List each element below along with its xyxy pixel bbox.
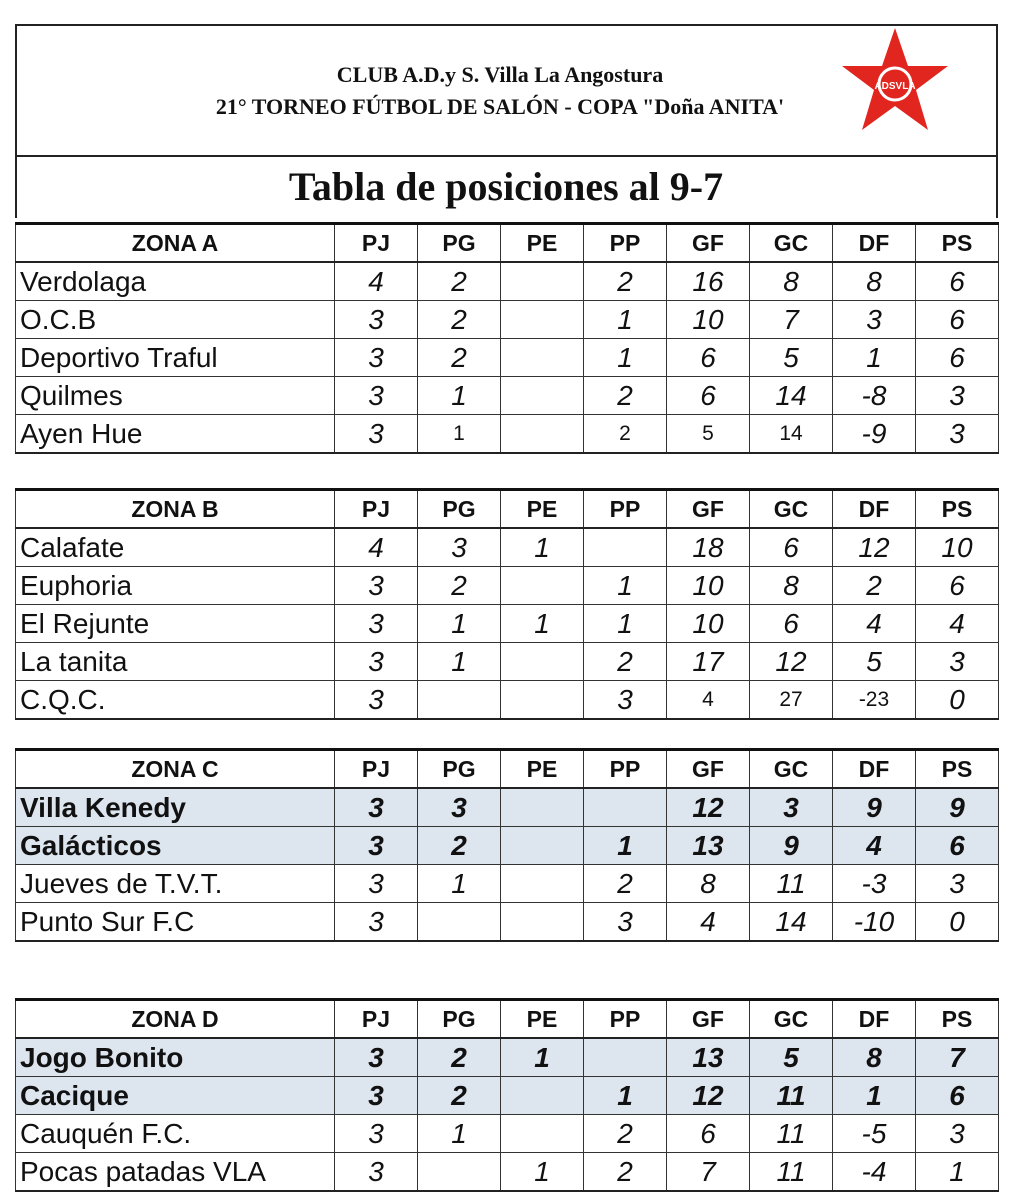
stat-pj: 3 <box>335 827 418 865</box>
stat-gf: 6 <box>667 1115 750 1153</box>
stat-pp: 2 <box>584 1153 667 1192</box>
stat-ps: 10 <box>916 528 999 567</box>
stat-ps: 6 <box>916 339 999 377</box>
column-header-pe: PE <box>501 1000 584 1039</box>
zone-c-table <box>15 748 999 942</box>
column-header-gc: GC <box>750 750 833 789</box>
column-header-ps: PS <box>916 224 999 263</box>
stat-gf: 13 <box>667 827 750 865</box>
column-header-pj: PJ <box>335 224 418 263</box>
stat-df: 1 <box>833 339 916 377</box>
team-name: Jueves de T.V.T. <box>16 865 335 903</box>
stat-df: -10 <box>833 903 916 942</box>
stat-ps: 3 <box>916 377 999 415</box>
stat-ps: 3 <box>916 1115 999 1153</box>
stat-pp: 2 <box>584 643 667 681</box>
table-row <box>16 301 999 339</box>
stat-pj: 4 <box>335 262 418 301</box>
stat-gc: 7 <box>750 301 833 339</box>
stat-pp: 1 <box>584 827 667 865</box>
header-row <box>16 490 999 529</box>
column-header-gf: GF <box>667 750 750 789</box>
stat-pp: 3 <box>584 681 667 720</box>
stat-pg: 1 <box>418 415 501 454</box>
column-header-gc: GC <box>750 1000 833 1039</box>
stat-gf: 12 <box>667 1077 750 1115</box>
stat-pj: 3 <box>335 377 418 415</box>
table-row <box>16 377 999 415</box>
stat-ps: 3 <box>916 415 999 454</box>
table-row <box>16 865 999 903</box>
stat-gf: 5 <box>667 415 750 454</box>
stat-pp: 2 <box>584 415 667 454</box>
stat-ps: 7 <box>916 1038 999 1077</box>
stat-gf: 8 <box>667 865 750 903</box>
stat-pp: 2 <box>584 377 667 415</box>
stat-pe <box>501 681 584 720</box>
stat-pe <box>501 788 584 827</box>
team-name: Deportivo Traful <box>16 339 335 377</box>
stat-pp: 2 <box>584 865 667 903</box>
table-row <box>16 681 999 720</box>
stat-pg: 2 <box>418 827 501 865</box>
club-star-logo <box>840 26 950 132</box>
stat-gc: 6 <box>750 605 833 643</box>
stat-gc: 14 <box>750 377 833 415</box>
table-row <box>16 415 999 454</box>
stat-pe <box>501 339 584 377</box>
stat-pg: 1 <box>418 865 501 903</box>
stat-df: 9 <box>833 788 916 827</box>
team-name: Euphoria <box>16 567 335 605</box>
stat-pj: 3 <box>335 1153 418 1192</box>
stat-pg: 2 <box>418 1077 501 1115</box>
stat-pe: 1 <box>501 1038 584 1077</box>
zone-d-table <box>15 998 999 1192</box>
stat-gc: 11 <box>750 1153 833 1192</box>
column-header-pg: PG <box>418 224 501 263</box>
stat-pp: 2 <box>584 1115 667 1153</box>
stat-gc: 3 <box>750 788 833 827</box>
zone-name: ZONA B <box>16 490 335 529</box>
column-header-pe: PE <box>501 224 584 263</box>
logo-text: ADSVLA <box>874 81 916 92</box>
stat-df: -5 <box>833 1115 916 1153</box>
stat-pe <box>501 1077 584 1115</box>
page-title: Tabla de posiciones al 9-7 <box>288 164 724 209</box>
column-header-pp: PP <box>584 750 667 789</box>
team-name: Cauquén F.C. <box>16 1115 335 1153</box>
table-row <box>16 528 999 567</box>
column-header-gf: GF <box>667 490 750 529</box>
stat-pg: 1 <box>418 377 501 415</box>
stat-pe <box>501 567 584 605</box>
stat-gc: 27 <box>750 681 833 720</box>
stat-ps: 6 <box>916 567 999 605</box>
stat-df: -23 <box>833 681 916 720</box>
column-header-pp: PP <box>584 224 667 263</box>
column-header-pe: PE <box>501 750 584 789</box>
stat-pj: 4 <box>335 528 418 567</box>
header-row <box>16 224 999 263</box>
table-row <box>16 788 999 827</box>
stat-ps: 4 <box>916 605 999 643</box>
stat-pj: 3 <box>335 605 418 643</box>
stat-pg: 3 <box>418 528 501 567</box>
table-row <box>16 1153 999 1192</box>
stat-df: 2 <box>833 567 916 605</box>
team-name: Ayen Hue <box>16 415 335 454</box>
stat-pj: 3 <box>335 865 418 903</box>
stat-gc: 5 <box>750 1038 833 1077</box>
club-name: CLUB A.D.y S. Villa La Angostura <box>336 62 664 87</box>
stat-pj: 3 <box>335 415 418 454</box>
stat-pp: 1 <box>584 1077 667 1115</box>
stat-pj: 3 <box>335 567 418 605</box>
stat-df: 5 <box>833 643 916 681</box>
column-header-pj: PJ <box>335 490 418 529</box>
stat-pe <box>501 262 584 301</box>
stat-pe: 1 <box>501 605 584 643</box>
stat-gf: 16 <box>667 262 750 301</box>
team-name: Galácticos <box>16 827 335 865</box>
stat-ps: 6 <box>916 301 999 339</box>
team-name: C.Q.C. <box>16 681 335 720</box>
stat-gc: 14 <box>750 903 833 942</box>
team-name: Verdolaga <box>16 262 335 301</box>
stat-pj: 3 <box>335 788 418 827</box>
table-row <box>16 827 999 865</box>
stat-gf: 4 <box>667 903 750 942</box>
zone-name: ZONA A <box>16 224 335 263</box>
column-header-df: DF <box>833 224 916 263</box>
team-name: El Rejunte <box>16 605 335 643</box>
stat-pg: 2 <box>418 301 501 339</box>
stat-gc: 5 <box>750 339 833 377</box>
column-header-pp: PP <box>584 1000 667 1039</box>
stat-pg: 1 <box>418 1115 501 1153</box>
zone-name: ZONA C <box>16 750 335 789</box>
stat-gf: 6 <box>667 377 750 415</box>
stat-df: -3 <box>833 865 916 903</box>
stat-df: 4 <box>833 605 916 643</box>
stat-pj: 3 <box>335 1115 418 1153</box>
stat-df: 8 <box>833 262 916 301</box>
team-name: Quilmes <box>16 377 335 415</box>
stat-ps: 3 <box>916 865 999 903</box>
stat-gf: 10 <box>667 301 750 339</box>
stat-pj: 3 <box>335 339 418 377</box>
stat-df: -9 <box>833 415 916 454</box>
table-row <box>16 567 999 605</box>
stat-pg <box>418 681 501 720</box>
stat-pe <box>501 865 584 903</box>
stat-pp <box>584 788 667 827</box>
column-header-ps: PS <box>916 490 999 529</box>
stat-ps: 3 <box>916 643 999 681</box>
column-header-pg: PG <box>418 750 501 789</box>
team-name: Punto Sur F.C <box>16 903 335 942</box>
stat-pg <box>418 1153 501 1192</box>
stat-ps: 0 <box>916 681 999 720</box>
zone-b-table <box>15 488 999 720</box>
stat-pj: 3 <box>335 1038 418 1077</box>
column-header-ps: PS <box>916 1000 999 1039</box>
stat-gc: 11 <box>750 1077 833 1115</box>
table-row <box>16 339 999 377</box>
stat-ps: 6 <box>916 1077 999 1115</box>
stat-gc: 11 <box>750 1115 833 1153</box>
stat-gf: 17 <box>667 643 750 681</box>
header-row <box>16 750 999 789</box>
stat-gf: 7 <box>667 1153 750 1192</box>
stat-pe <box>501 415 584 454</box>
stat-pg <box>418 903 501 942</box>
table-row <box>16 1077 999 1115</box>
stat-pe: 1 <box>501 528 584 567</box>
stat-ps: 0 <box>916 903 999 942</box>
stat-pj: 3 <box>335 643 418 681</box>
stat-pg: 2 <box>418 567 501 605</box>
team-name: Villa Kenedy <box>16 788 335 827</box>
stat-pj: 3 <box>335 903 418 942</box>
stat-pp <box>584 1038 667 1077</box>
column-header-gc: GC <box>750 490 833 529</box>
stat-gf: 10 <box>667 605 750 643</box>
stat-gc: 8 <box>750 567 833 605</box>
column-header-df: DF <box>833 490 916 529</box>
column-header-pj: PJ <box>335 750 418 789</box>
stat-pe <box>501 903 584 942</box>
column-header-pg: PG <box>418 1000 501 1039</box>
stat-pp: 1 <box>584 605 667 643</box>
stat-df: 8 <box>833 1038 916 1077</box>
stat-gc: 11 <box>750 865 833 903</box>
stat-df: -8 <box>833 377 916 415</box>
team-name: La tanita <box>16 643 335 681</box>
table-row <box>16 1038 999 1077</box>
stat-ps: 1 <box>916 1153 999 1192</box>
team-name: O.C.B <box>16 301 335 339</box>
stat-df: 4 <box>833 827 916 865</box>
stat-pg: 2 <box>418 1038 501 1077</box>
table-row <box>16 643 999 681</box>
stat-gc: 14 <box>750 415 833 454</box>
stat-gf: 10 <box>667 567 750 605</box>
table-row <box>16 1115 999 1153</box>
column-header-pg: PG <box>418 490 501 529</box>
stat-gf: 12 <box>667 788 750 827</box>
team-name: Cacique <box>16 1077 335 1115</box>
stat-gf: 4 <box>667 681 750 720</box>
stat-gc: 8 <box>750 262 833 301</box>
stat-gc: 12 <box>750 643 833 681</box>
stat-df: 12 <box>833 528 916 567</box>
column-header-ps: PS <box>916 750 999 789</box>
table-row <box>16 605 999 643</box>
column-header-df: DF <box>833 750 916 789</box>
column-header-gf: GF <box>667 224 750 263</box>
stat-pg: 3 <box>418 788 501 827</box>
stat-df: 1 <box>833 1077 916 1115</box>
column-header-df: DF <box>833 1000 916 1039</box>
stat-pe <box>501 301 584 339</box>
stat-pe: 1 <box>501 1153 584 1192</box>
stat-gf: 6 <box>667 339 750 377</box>
stat-pj: 3 <box>335 1077 418 1115</box>
stat-pp: 3 <box>584 903 667 942</box>
stat-gc: 9 <box>750 827 833 865</box>
column-header-gc: GC <box>750 224 833 263</box>
column-header-pe: PE <box>501 490 584 529</box>
stat-pg: 1 <box>418 643 501 681</box>
table-row <box>16 903 999 942</box>
star-icon <box>842 28 948 130</box>
table-row <box>16 262 999 301</box>
stat-pp: 2 <box>584 262 667 301</box>
stat-pe <box>501 827 584 865</box>
stat-ps: 9 <box>916 788 999 827</box>
stat-pg: 2 <box>418 339 501 377</box>
stat-df: -4 <box>833 1153 916 1192</box>
stat-pe <box>501 1115 584 1153</box>
stat-gc: 6 <box>750 528 833 567</box>
column-header-gf: GF <box>667 1000 750 1039</box>
stat-pp <box>584 528 667 567</box>
stat-gf: 13 <box>667 1038 750 1077</box>
stat-ps: 6 <box>916 262 999 301</box>
stat-pj: 3 <box>335 681 418 720</box>
stat-pg: 2 <box>418 262 501 301</box>
stat-pp: 1 <box>584 301 667 339</box>
stat-df: 3 <box>833 301 916 339</box>
stat-pp: 1 <box>584 567 667 605</box>
column-header-pp: PP <box>584 490 667 529</box>
stat-pg: 1 <box>418 605 501 643</box>
team-name: Pocas patadas VLA <box>16 1153 335 1192</box>
stat-pe <box>501 643 584 681</box>
zone-a-table <box>15 222 999 454</box>
stat-gf: 18 <box>667 528 750 567</box>
header-row <box>16 1000 999 1039</box>
team-name: Jogo Bonito <box>16 1038 335 1077</box>
stat-pp: 1 <box>584 339 667 377</box>
stat-ps: 6 <box>916 827 999 865</box>
zone-name: ZONA D <box>16 1000 335 1039</box>
column-header-pj: PJ <box>335 1000 418 1039</box>
team-name: Calafate <box>16 528 335 567</box>
stat-pj: 3 <box>335 301 418 339</box>
stat-pe <box>501 377 584 415</box>
tournament-name: 21° TORNEO FÚTBOL DE SALÓN - COPA "Doña ANITA' <box>215 94 785 119</box>
